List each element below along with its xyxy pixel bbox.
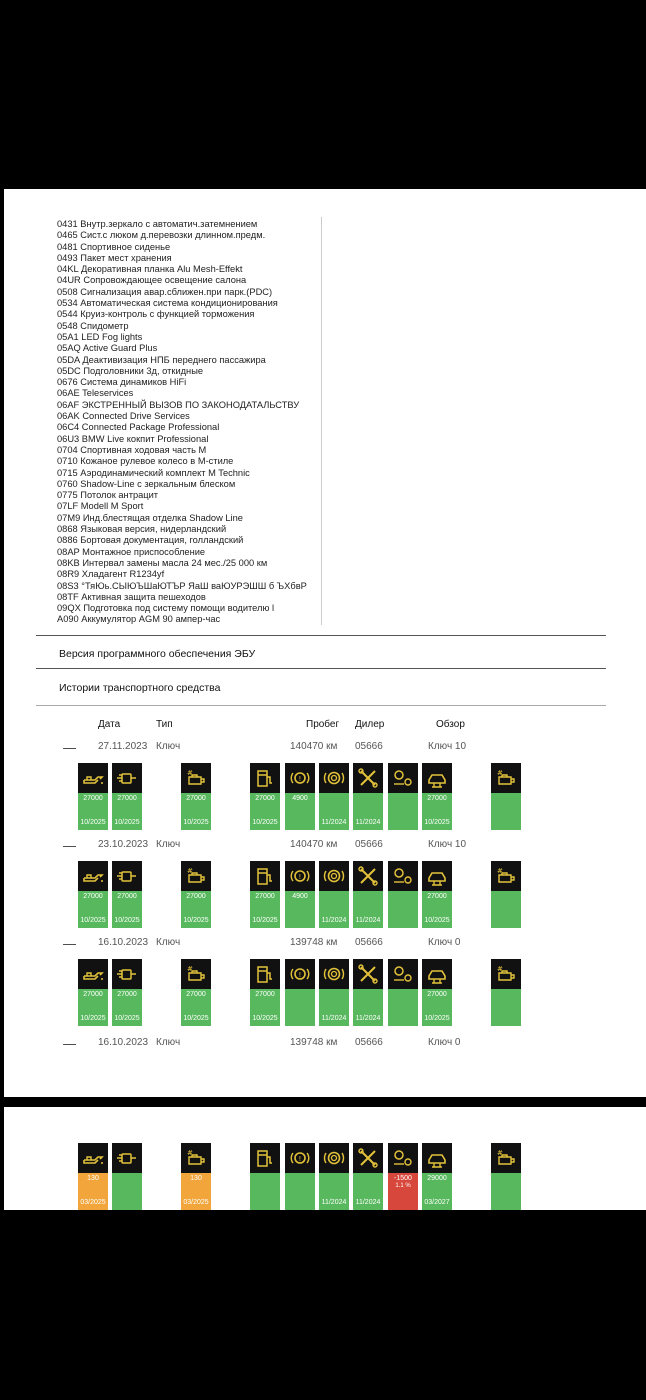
service-tile[interactable]: [181, 959, 211, 1026]
option-item: 0775 Потолок антрацит: [57, 490, 159, 501]
service-remaining: 27000: [255, 991, 275, 998]
service-remaining: 27000: [186, 991, 206, 998]
service-due-date: 10/2025: [183, 1015, 209, 1022]
section-history-title[interactable]: Истории транспортного средства: [59, 682, 221, 694]
service-due-date: 10/2025: [183, 819, 209, 826]
option-item: 09QX Подготовка под систему помощи водителю l: [57, 603, 275, 614]
service-status: [250, 793, 280, 830]
service-due-date: 10/2025: [252, 1015, 278, 1022]
service-tile[interactable]: [422, 861, 452, 928]
service-remaining: 27000: [186, 795, 206, 802]
service-tools-icon: [353, 763, 383, 793]
service-tile[interactable]: [250, 1143, 280, 1210]
service-tile[interactable]: [491, 763, 521, 830]
service-remaining: 27000: [427, 991, 447, 998]
service-status: [319, 1173, 349, 1210]
option-item: 0534 Автоматическая система кондиционирования: [57, 298, 278, 309]
record-dealer: 05666: [355, 741, 383, 752]
oil-can-icon: [78, 861, 108, 891]
service-due-date: 11/2024: [355, 917, 381, 924]
record-overview: Ключ 0: [428, 937, 461, 948]
report-page-2: [4, 1107, 646, 1210]
engine-service-icon: [491, 861, 521, 891]
option-item: 0715 Аэродинамический комплект M Technic: [57, 467, 250, 478]
service-status: [250, 1173, 280, 1210]
service-status: [285, 1173, 315, 1210]
service-remaining: 27000: [83, 991, 103, 998]
service-status: [181, 891, 211, 928]
options-list: [57, 219, 307, 626]
service-status: [181, 793, 211, 830]
service-status: [285, 891, 315, 928]
service-status: [422, 891, 452, 928]
service-tile[interactable]: [422, 763, 452, 830]
service-tile[interactable]: [181, 861, 211, 928]
brake-front-icon: [285, 959, 315, 989]
service-due-date: 11/2024: [355, 1199, 381, 1206]
service-due-date: 10/2025: [114, 917, 140, 924]
service-due-date: 10/2025: [252, 917, 278, 924]
service-tile[interactable]: [491, 861, 521, 928]
service-tile[interactable]: [319, 861, 349, 928]
service-remaining: 4900: [292, 893, 308, 900]
record-mileage: 140470 км: [290, 839, 338, 850]
option-item: 05AQ Active Guard Plus: [57, 343, 158, 354]
service-tile[interactable]: [319, 959, 349, 1026]
service-due-date: 03/2027: [424, 1199, 450, 1206]
svg-text:#: #: [497, 867, 503, 875]
fuel-filter-icon: [250, 1143, 280, 1173]
service-remaining: 27000: [117, 893, 137, 900]
record-date: 23.10.2023: [98, 839, 149, 850]
option-item: 0508 Сигнализация авар.сближен.при парк.(PDC): [57, 286, 273, 297]
particle-filter-icon: [112, 763, 142, 793]
service-tile[interactable]: [78, 861, 108, 928]
collapse-toggle[interactable]: —: [63, 740, 76, 755]
service-tile[interactable]: [285, 763, 315, 830]
service-remaining: 27000: [186, 893, 206, 900]
collapse-toggle[interactable]: —: [63, 838, 76, 853]
record-type: Ключ: [156, 1037, 181, 1048]
service-tile[interactable]: [78, 959, 108, 1026]
option-item: 04UR Сопровождающее освещение салона: [57, 275, 247, 286]
option-item: A090 Аккумулятор AGM 90 ампер-час: [57, 614, 221, 625]
service-tile[interactable]: [250, 763, 280, 830]
particle-filter-icon: [112, 1143, 142, 1173]
brake-front-icon: [285, 763, 315, 793]
vehicle-check-icon: [422, 763, 452, 793]
engine-service-icon: [491, 763, 521, 793]
service-status: [388, 891, 418, 928]
service-due-date: 10/2025: [183, 917, 209, 924]
service-remaining: 27000: [117, 795, 137, 802]
svg-text:#: #: [187, 769, 193, 777]
option-item: 0868 Языковая версия, нидерландский: [57, 524, 227, 535]
option-item: 0676 Система динамиков HiFi: [57, 377, 187, 388]
svg-text:!: !: [298, 873, 302, 881]
header-overview: Обзор: [436, 719, 465, 730]
option-item: 05DC Подголовники 3д, откидные: [57, 365, 204, 376]
service-status: [319, 891, 349, 928]
svg-text:!: !: [298, 971, 302, 979]
option-item: 0710 Кожаное рулевое колесо в M-стиле: [57, 456, 234, 467]
oil-can-icon: [78, 959, 108, 989]
record-dealer: 05666: [355, 937, 383, 948]
service-status: [319, 793, 349, 830]
particle-filter-icon: [112, 959, 142, 989]
brake-rear-icon: [388, 861, 418, 891]
header-date: Дата: [98, 719, 121, 730]
brake-front-icon: [285, 1143, 315, 1173]
record-overview: Ключ 0: [428, 1037, 461, 1048]
engine-service-icon: [491, 1143, 521, 1173]
service-status: [353, 1173, 383, 1210]
service-due-date: 10/2025: [424, 1015, 450, 1022]
option-item: 0493 Пакет мест хранения: [57, 252, 172, 263]
option-item: 0886 Бортовая документация, голландский: [57, 535, 244, 546]
service-remaining: 4900: [292, 795, 308, 802]
option-item: 08S3 °ТяЮь.СЫЮЪШаЮТЪР ЯаШ ваЮУРЭШШ б ЪХбвР: [57, 580, 307, 591]
fuel-filter-icon: [250, 861, 280, 891]
option-item: 07M9 Инд.блестящая отделка Shadow Line: [57, 512, 243, 523]
service-status: [422, 989, 452, 1026]
oil-can-icon: [78, 1143, 108, 1173]
service-tile[interactable]: [285, 1143, 315, 1210]
engine-service-icon: [181, 763, 211, 793]
service-tile[interactable]: [285, 959, 315, 1026]
vehicle-check-icon: [422, 1143, 452, 1173]
service-tile[interactable]: [250, 959, 280, 1026]
service-status: [285, 989, 315, 1026]
record-type: Ключ: [156, 937, 181, 948]
service-status: [181, 1173, 211, 1210]
record-date: 16.10.2023: [98, 1037, 149, 1048]
service-due-date: 10/2025: [424, 819, 450, 826]
service-tile[interactable]: [112, 959, 142, 1026]
service-remaining: 29000: [427, 1175, 447, 1182]
option-item: 08R9 Хладагент R1234yf: [57, 569, 165, 580]
service-status: [285, 793, 315, 830]
brake-fluid-icon: [319, 959, 349, 989]
service-tile[interactable]: [353, 861, 383, 928]
service-status: [112, 989, 142, 1026]
service-remaining: 27000: [427, 795, 447, 802]
service-remaining: 27000: [83, 893, 103, 900]
service-remaining: 27000: [117, 991, 137, 998]
fuel-filter-icon: [250, 763, 280, 793]
service-due-date: 10/2025: [80, 917, 106, 924]
service-tile[interactable]: [388, 861, 418, 928]
option-item: 0465 Сист.с люком д.перевозки длинном.предм.: [57, 230, 266, 241]
option-item: 06AE Teleservices: [57, 388, 134, 399]
brake-fluid-icon: [319, 763, 349, 793]
service-status: [491, 793, 521, 830]
service-status: [491, 989, 521, 1026]
record-dealer: 05666: [355, 839, 383, 850]
service-remaining: 27000: [427, 893, 447, 900]
brake-fluid-icon: [319, 1143, 349, 1173]
option-item: 0704 Спортивная ходовая часть M: [57, 444, 207, 455]
service-status: [78, 989, 108, 1026]
service-tile[interactable]: [353, 959, 383, 1026]
option-item: 0548 Спидометр: [57, 320, 129, 331]
service-tile[interactable]: [181, 763, 211, 830]
service-status: [388, 989, 418, 1026]
option-item: 0544 Круиз-контроль с функцией торможения: [57, 309, 255, 320]
option-item: 0431 Внутр.зеркало с автоматич.затемнением: [57, 219, 258, 229]
service-tile[interactable]: [319, 1143, 349, 1210]
section-ecu-title[interactable]: Версия программного обеспечения ЭБУ: [59, 648, 256, 660]
svg-text:#: #: [187, 867, 193, 875]
divider: [36, 668, 606, 669]
header-dealer: Дилер: [355, 719, 385, 730]
service-tools-icon: [353, 1143, 383, 1173]
option-item: 06U3 BMW Live кокпит Professional: [57, 433, 209, 444]
service-status: [422, 793, 452, 830]
record-mileage: 139748 км: [290, 1037, 338, 1048]
service-status: [491, 1173, 521, 1210]
service-due-date: 03/2025: [80, 1199, 106, 1206]
service-tile[interactable]: [388, 763, 418, 830]
record-mileage: 139748 км: [290, 937, 338, 948]
service-due-date: 10/2025: [424, 917, 450, 924]
service-status: [353, 989, 383, 1026]
engine-service-icon: [181, 959, 211, 989]
option-item: 05A1 LED Fog lights: [57, 331, 143, 342]
service-due-date: 10/2025: [80, 819, 106, 826]
service-due-date: 11/2024: [355, 1015, 381, 1022]
service-status: [353, 891, 383, 928]
record-date: 16.10.2023: [98, 937, 149, 948]
service-due-date: 03/2025: [183, 1199, 209, 1206]
service-status: [181, 989, 211, 1026]
service-due-date: 10/2025: [252, 819, 278, 826]
brake-rear-icon: [388, 1143, 418, 1173]
service-remaining: 130: [190, 1175, 202, 1182]
service-status: [491, 891, 521, 928]
header-type: Тип: [156, 719, 173, 730]
service-tile[interactable]: [319, 763, 349, 830]
svg-text:#: #: [187, 1149, 193, 1157]
record-mileage: 140470 км: [290, 741, 338, 752]
fuel-filter-icon: [250, 959, 280, 989]
service-remaining: 27000: [255, 893, 275, 900]
service-status: [388, 1173, 418, 1210]
svg-text:#: #: [497, 769, 503, 777]
vehicle-check-icon: [422, 959, 452, 989]
service-status: [250, 891, 280, 928]
service-tile[interactable]: [181, 1143, 211, 1210]
header-mileage: Пробег: [306, 719, 340, 730]
service-tile[interactable]: [112, 861, 142, 928]
brake-rear-icon: [388, 763, 418, 793]
service-tile[interactable]: [285, 861, 315, 928]
service-tile[interactable]: [422, 1143, 452, 1210]
service-status: [112, 1173, 142, 1210]
service-due-date: 11/2024: [321, 1015, 347, 1022]
service-due-date: 11/2024: [321, 819, 347, 826]
option-item: 08KB Интервал замены масла 24 мес./25 000 км: [57, 557, 268, 568]
engine-service-icon: [491, 959, 521, 989]
service-tools-icon: [353, 959, 383, 989]
service-remaining: 27000: [255, 795, 275, 802]
service-tile[interactable]: [491, 1143, 521, 1210]
option-item: 08TF Активная защита пешеходов: [57, 591, 206, 602]
record-dealer: 05666: [355, 1037, 383, 1048]
divider: [36, 705, 606, 706]
service-tile[interactable]: [250, 861, 280, 928]
service-due-date: 10/2025: [114, 819, 140, 826]
vehicle-check-icon: [422, 861, 452, 891]
service-status: [78, 793, 108, 830]
service-due-date: 11/2024: [355, 819, 381, 826]
service-tile[interactable]: [388, 1143, 418, 1210]
option-item: 06AK Connected Drive Services: [57, 411, 190, 422]
service-remaining: 27000: [83, 795, 103, 802]
column-divider: [321, 217, 322, 625]
service-due-date: 11/2024: [321, 1199, 347, 1206]
brake-front-icon: [285, 861, 315, 891]
svg-text:#: #: [497, 965, 503, 973]
service-tile[interactable]: [112, 763, 142, 830]
service-status: [112, 891, 142, 928]
option-item: 04KL Декоративная планка Alu Mesh-Effekt: [57, 264, 243, 275]
service-status: [319, 989, 349, 1026]
option-item: 0481 Спортивное сиденье: [57, 241, 171, 252]
service-tile[interactable]: [422, 959, 452, 1026]
service-status: [422, 1173, 452, 1210]
service-status: [78, 1173, 108, 1210]
oil-can-icon: [78, 763, 108, 793]
collapse-toggle[interactable]: —: [63, 936, 76, 951]
service-status: [388, 793, 418, 830]
service-due-date: 11/2024: [321, 917, 347, 924]
service-remaining: 130: [87, 1175, 99, 1182]
service-status: [112, 793, 142, 830]
service-status: [78, 891, 108, 928]
particle-filter-icon: [112, 861, 142, 891]
option-item: 08AP Монтажное приспособление: [57, 546, 206, 557]
option-item: 05DA Деактивизация НПБ переднего пассажира: [57, 354, 266, 365]
service-status: [353, 793, 383, 830]
service-percent: 1.1 %: [395, 1183, 411, 1189]
service-tools-icon: [353, 861, 383, 891]
record-type: Ключ: [156, 741, 181, 752]
svg-text:#: #: [187, 965, 193, 973]
option-item: 07LF Modell M Sport: [57, 501, 144, 512]
service-due-date: 10/2025: [80, 1015, 106, 1022]
service-due-date: 10/2025: [114, 1015, 140, 1022]
service-tile[interactable]: [388, 959, 418, 1026]
record-overview: Ключ 10: [428, 741, 467, 752]
record-type: Ключ: [156, 839, 181, 850]
svg-text:!: !: [298, 1155, 302, 1163]
service-remaining: -1500: [394, 1175, 412, 1182]
option-item: 0760 Shadow-Line с зеркальным блеском: [57, 478, 236, 489]
svg-text:!: !: [298, 775, 302, 783]
option-item: 06C4 Connected Package Professional: [57, 422, 220, 433]
brake-fluid-icon: [319, 861, 349, 891]
svg-text:#: #: [497, 1149, 503, 1157]
service-tile[interactable]: [353, 763, 383, 830]
service-tile[interactable]: [353, 1143, 383, 1210]
option-item: 06AF ЭКСТРЕННЫЙ ВЫЗОВ ПО ЗАКОНОДАТАЛЬСТВУ: [57, 399, 300, 410]
brake-rear-icon: [388, 959, 418, 989]
record-date: 27.11.2023: [98, 741, 148, 752]
service-tile[interactable]: [112, 1143, 142, 1210]
service-status: [250, 989, 280, 1026]
service-tile[interactable]: [78, 1143, 108, 1210]
engine-service-icon: [181, 1143, 211, 1173]
service-tile[interactable]: [78, 763, 108, 830]
divider: [36, 635, 606, 636]
service-tile[interactable]: [491, 959, 521, 1026]
engine-service-icon: [181, 861, 211, 891]
collapse-toggle[interactable]: —: [63, 1036, 76, 1051]
report-page-1: [4, 189, 646, 1097]
record-overview: Ключ 10: [428, 839, 467, 850]
